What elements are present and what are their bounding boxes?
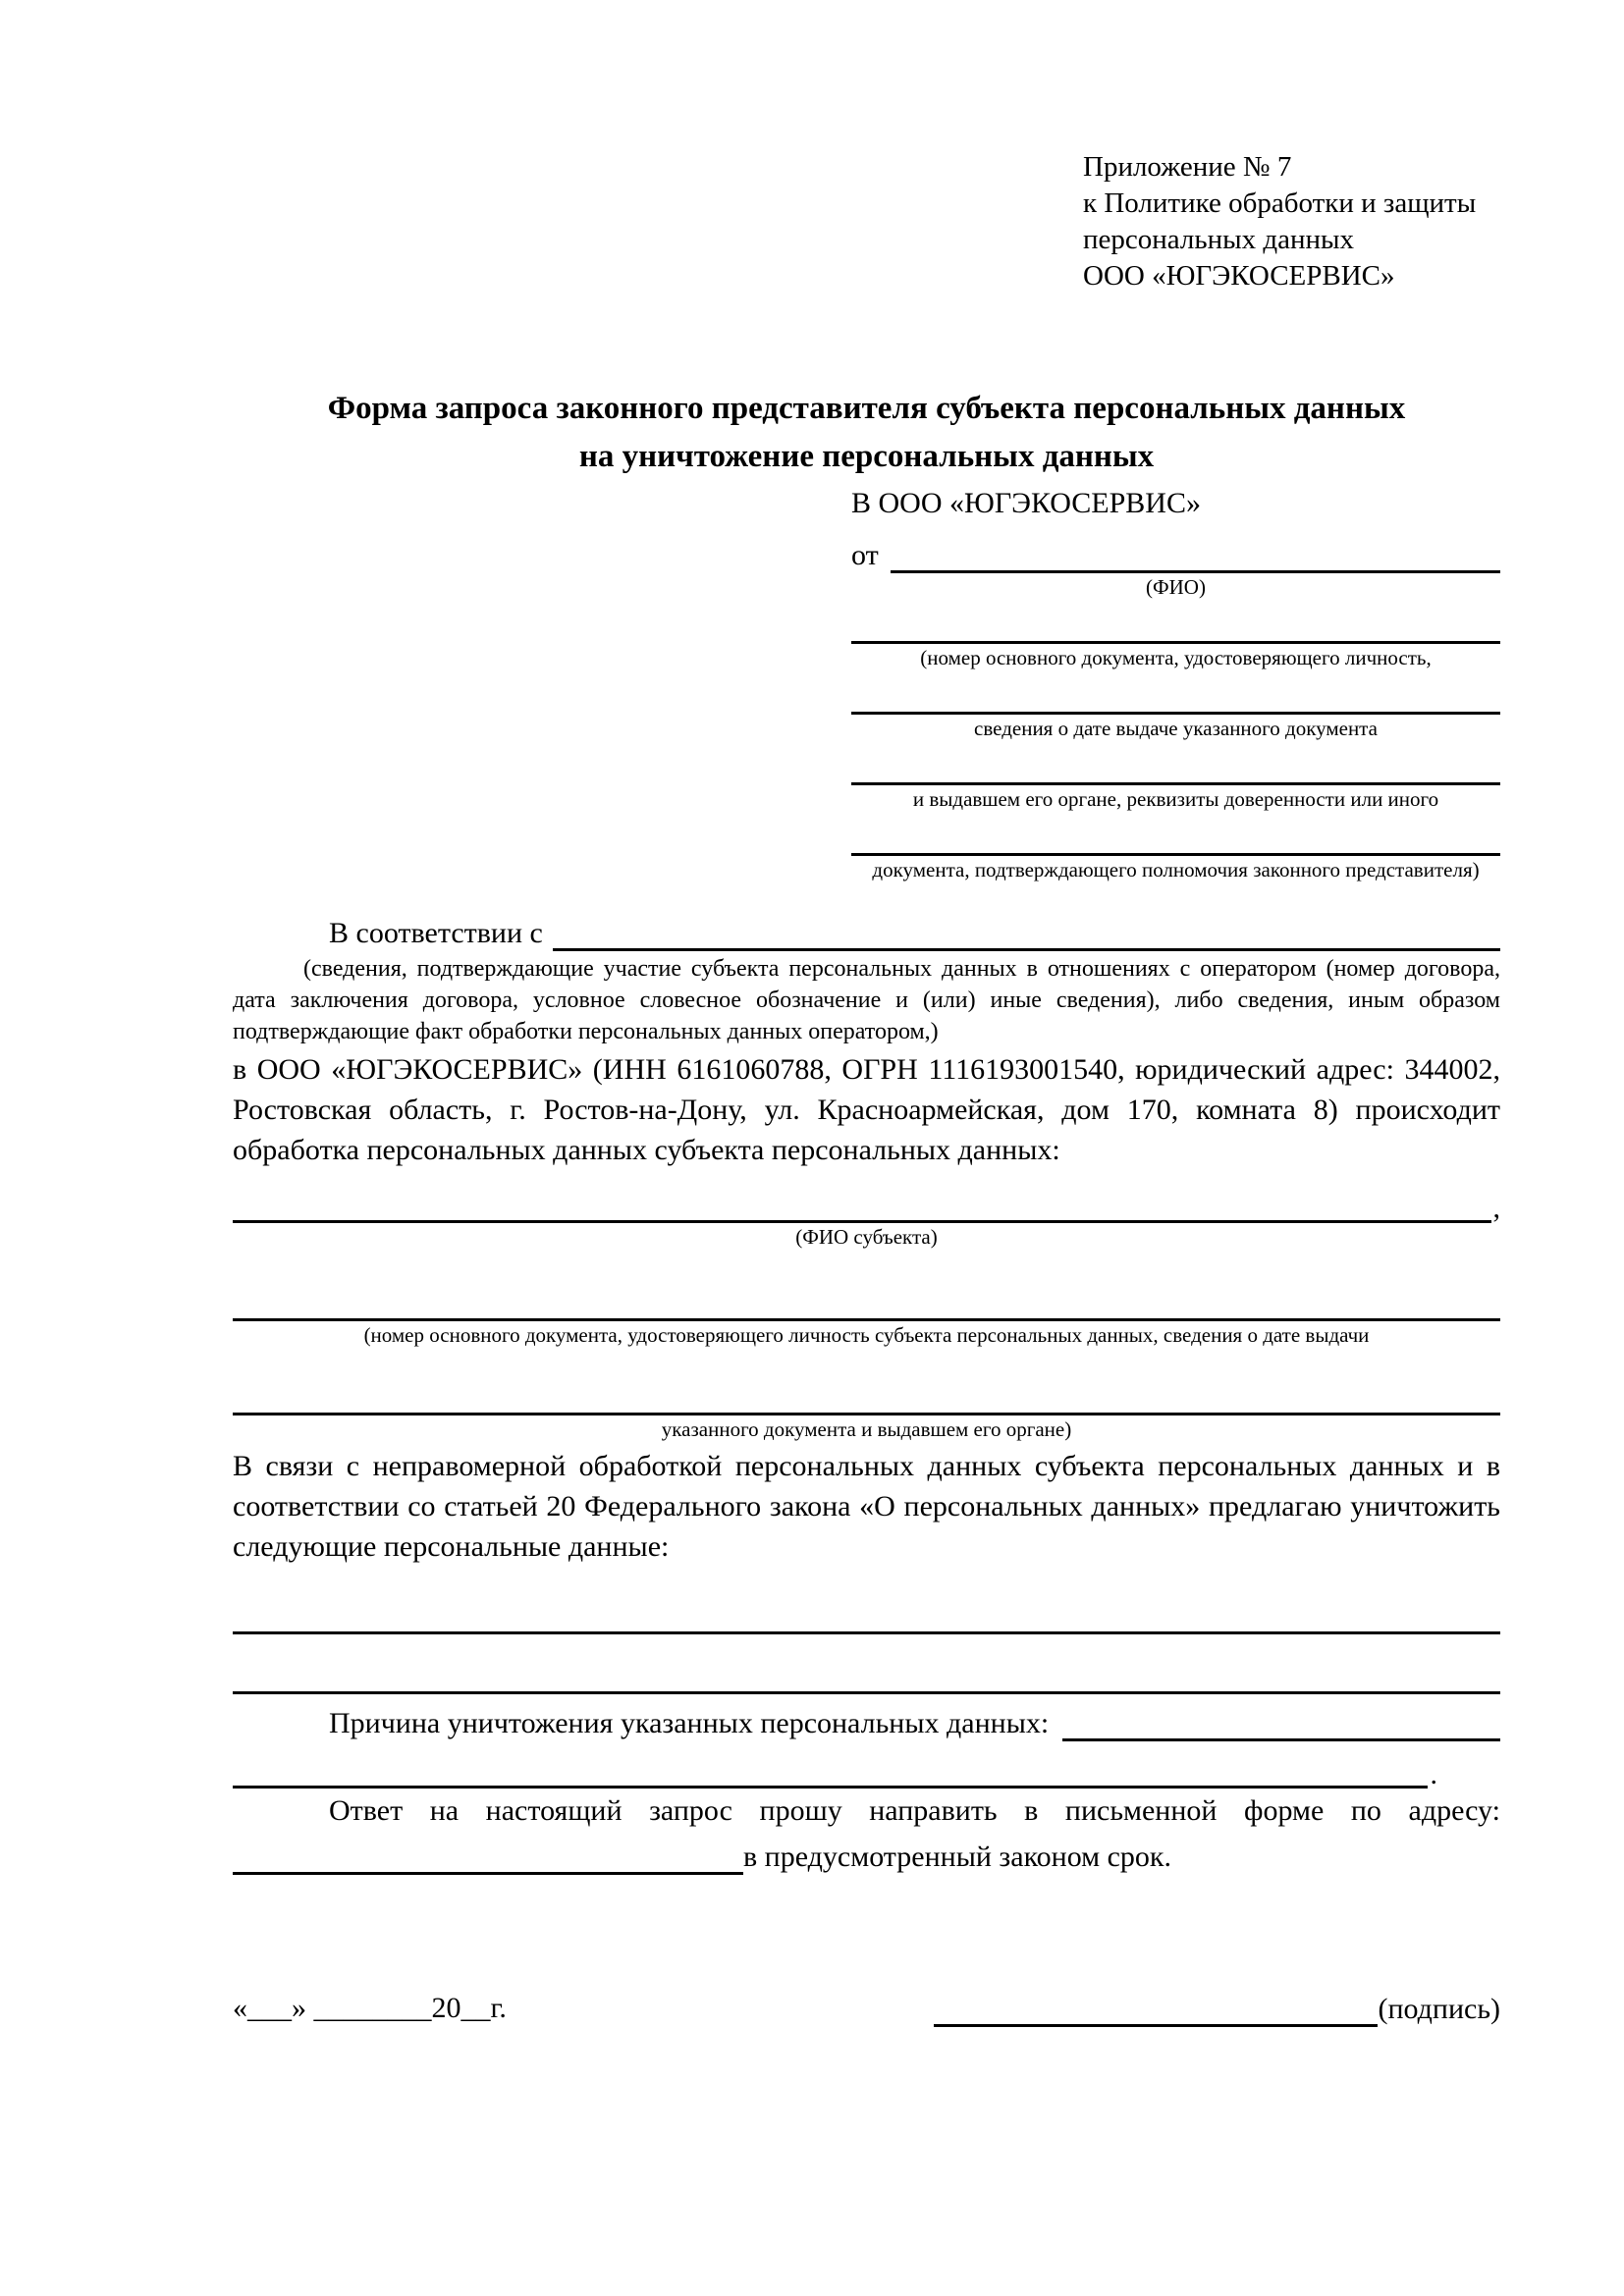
subject-fio-caption: (ФИО субъекта) xyxy=(795,1225,938,1249)
blank-line xyxy=(851,816,1500,856)
appendix-line: Приложение № 7 xyxy=(1083,151,1292,183)
blank-line xyxy=(851,604,1500,644)
from-row xyxy=(851,528,1500,573)
appendix-line: ООО «ЮГЭКОСЕРВИС» xyxy=(1083,260,1395,292)
blank-caption-3: и выдавшем его органе, реквизиты доверенности или иного xyxy=(912,787,1439,811)
fio-caption: (ФИО) xyxy=(1146,575,1206,599)
subject-doc-caption-1: (номер основного документа, удостоверяющего личность субъекта персональных данных, сведения о дате выдачи xyxy=(363,1323,1370,1347)
address-blank-line xyxy=(233,1835,743,1875)
signature-blank-line xyxy=(934,1989,1378,2027)
from-label: от xyxy=(851,539,879,571)
blank-caption-4: документа, подтверждающего полномочия законного представителя) xyxy=(872,858,1480,881)
request-paragraph: В связи с неправомерной обработкой персональных данных субъекта персональных данных и в соответствии со статьей 20 Федерального закона «О персональных данных» предлагаю уничтожить следующие персональные данные: xyxy=(233,1450,1500,1563)
operator-paragraph: в ООО «ЮГЭКОСЕРВИС» (ИНН 6161060788, ОГРН 1116193001540, юридический адрес: 344002, Ростовская область, г. Ростов-на-Дону, ул. Красноармейская, дом 170, комната 8) происходит обработка персональных данных субъекта персональных данных: xyxy=(233,1053,1500,1166)
reason-continuation-line xyxy=(233,1786,1428,1789)
answer-tail-text: в предусмотренный законом срок. xyxy=(743,1841,1171,1873)
subject-doc-blank-line xyxy=(233,1373,1500,1415)
appendix-line: к Политике обработки и защиты xyxy=(1083,187,1477,219)
reason-label: Причина уничтожения указанных персональных данных: xyxy=(329,1707,1050,1739)
signature-caption: (подпись) xyxy=(1378,1993,1500,2025)
blank-line xyxy=(851,745,1500,785)
reason-row xyxy=(233,1696,1500,1741)
appendix-block xyxy=(1083,149,1500,294)
signature-cell xyxy=(934,1989,1500,2027)
intro-note: (сведения, подтверждающие участие субъекта персональных данных в отношениях с оператором (номер договора, дата заключения договора, условное словесное обозначение и (или) иные сведения), либо сведения, иным образом подтверждающие факт обработки персональных данных оператором,) xyxy=(233,956,1500,1044)
answer-address-row xyxy=(233,1832,1500,1875)
addressee-block xyxy=(851,483,1500,884)
document-title xyxy=(233,385,1500,481)
addressee-to: В ООО «ЮГЭКОСЕРВИС» xyxy=(851,487,1201,519)
blank-line xyxy=(851,674,1500,715)
subject-fio-row xyxy=(233,1180,1500,1223)
subject-doc-blank-line xyxy=(233,1279,1500,1321)
reason-blank-line xyxy=(1062,1738,1500,1741)
trailing-comma: , xyxy=(1492,1192,1500,1224)
accordance-blank-line xyxy=(553,948,1500,951)
data-blank-line-1 xyxy=(233,1588,1500,1634)
blank-caption-1: (номер основного документа, удостоверяющего личность, xyxy=(920,646,1432,669)
reason-continuation-row xyxy=(233,1741,1500,1789)
blank-caption-2: сведения о дате выдаче указанного документа xyxy=(974,717,1378,740)
title-line-2: на уничтожение персональных данных xyxy=(578,439,1155,474)
accordance-row xyxy=(233,906,1500,951)
appendix-line: персональных данных xyxy=(1083,224,1355,255)
date-line: «___» ________20__г. xyxy=(233,1992,507,2024)
answer-paragraph: Ответ на настоящий запрос прошу направить в письменной форме по адресу: xyxy=(329,1794,1500,1827)
title-line-1: Форма запроса законного представителя субъекта персональных данных xyxy=(327,391,1406,426)
accordance-label: В соответствии с xyxy=(329,917,543,949)
footer-row xyxy=(233,1989,1500,2027)
subject-doc-caption-2: указанного документа и выдавшем его органе) xyxy=(661,1417,1072,1441)
data-blank-line-2 xyxy=(233,1644,1500,1694)
trailing-period: . xyxy=(1430,1758,1437,1790)
